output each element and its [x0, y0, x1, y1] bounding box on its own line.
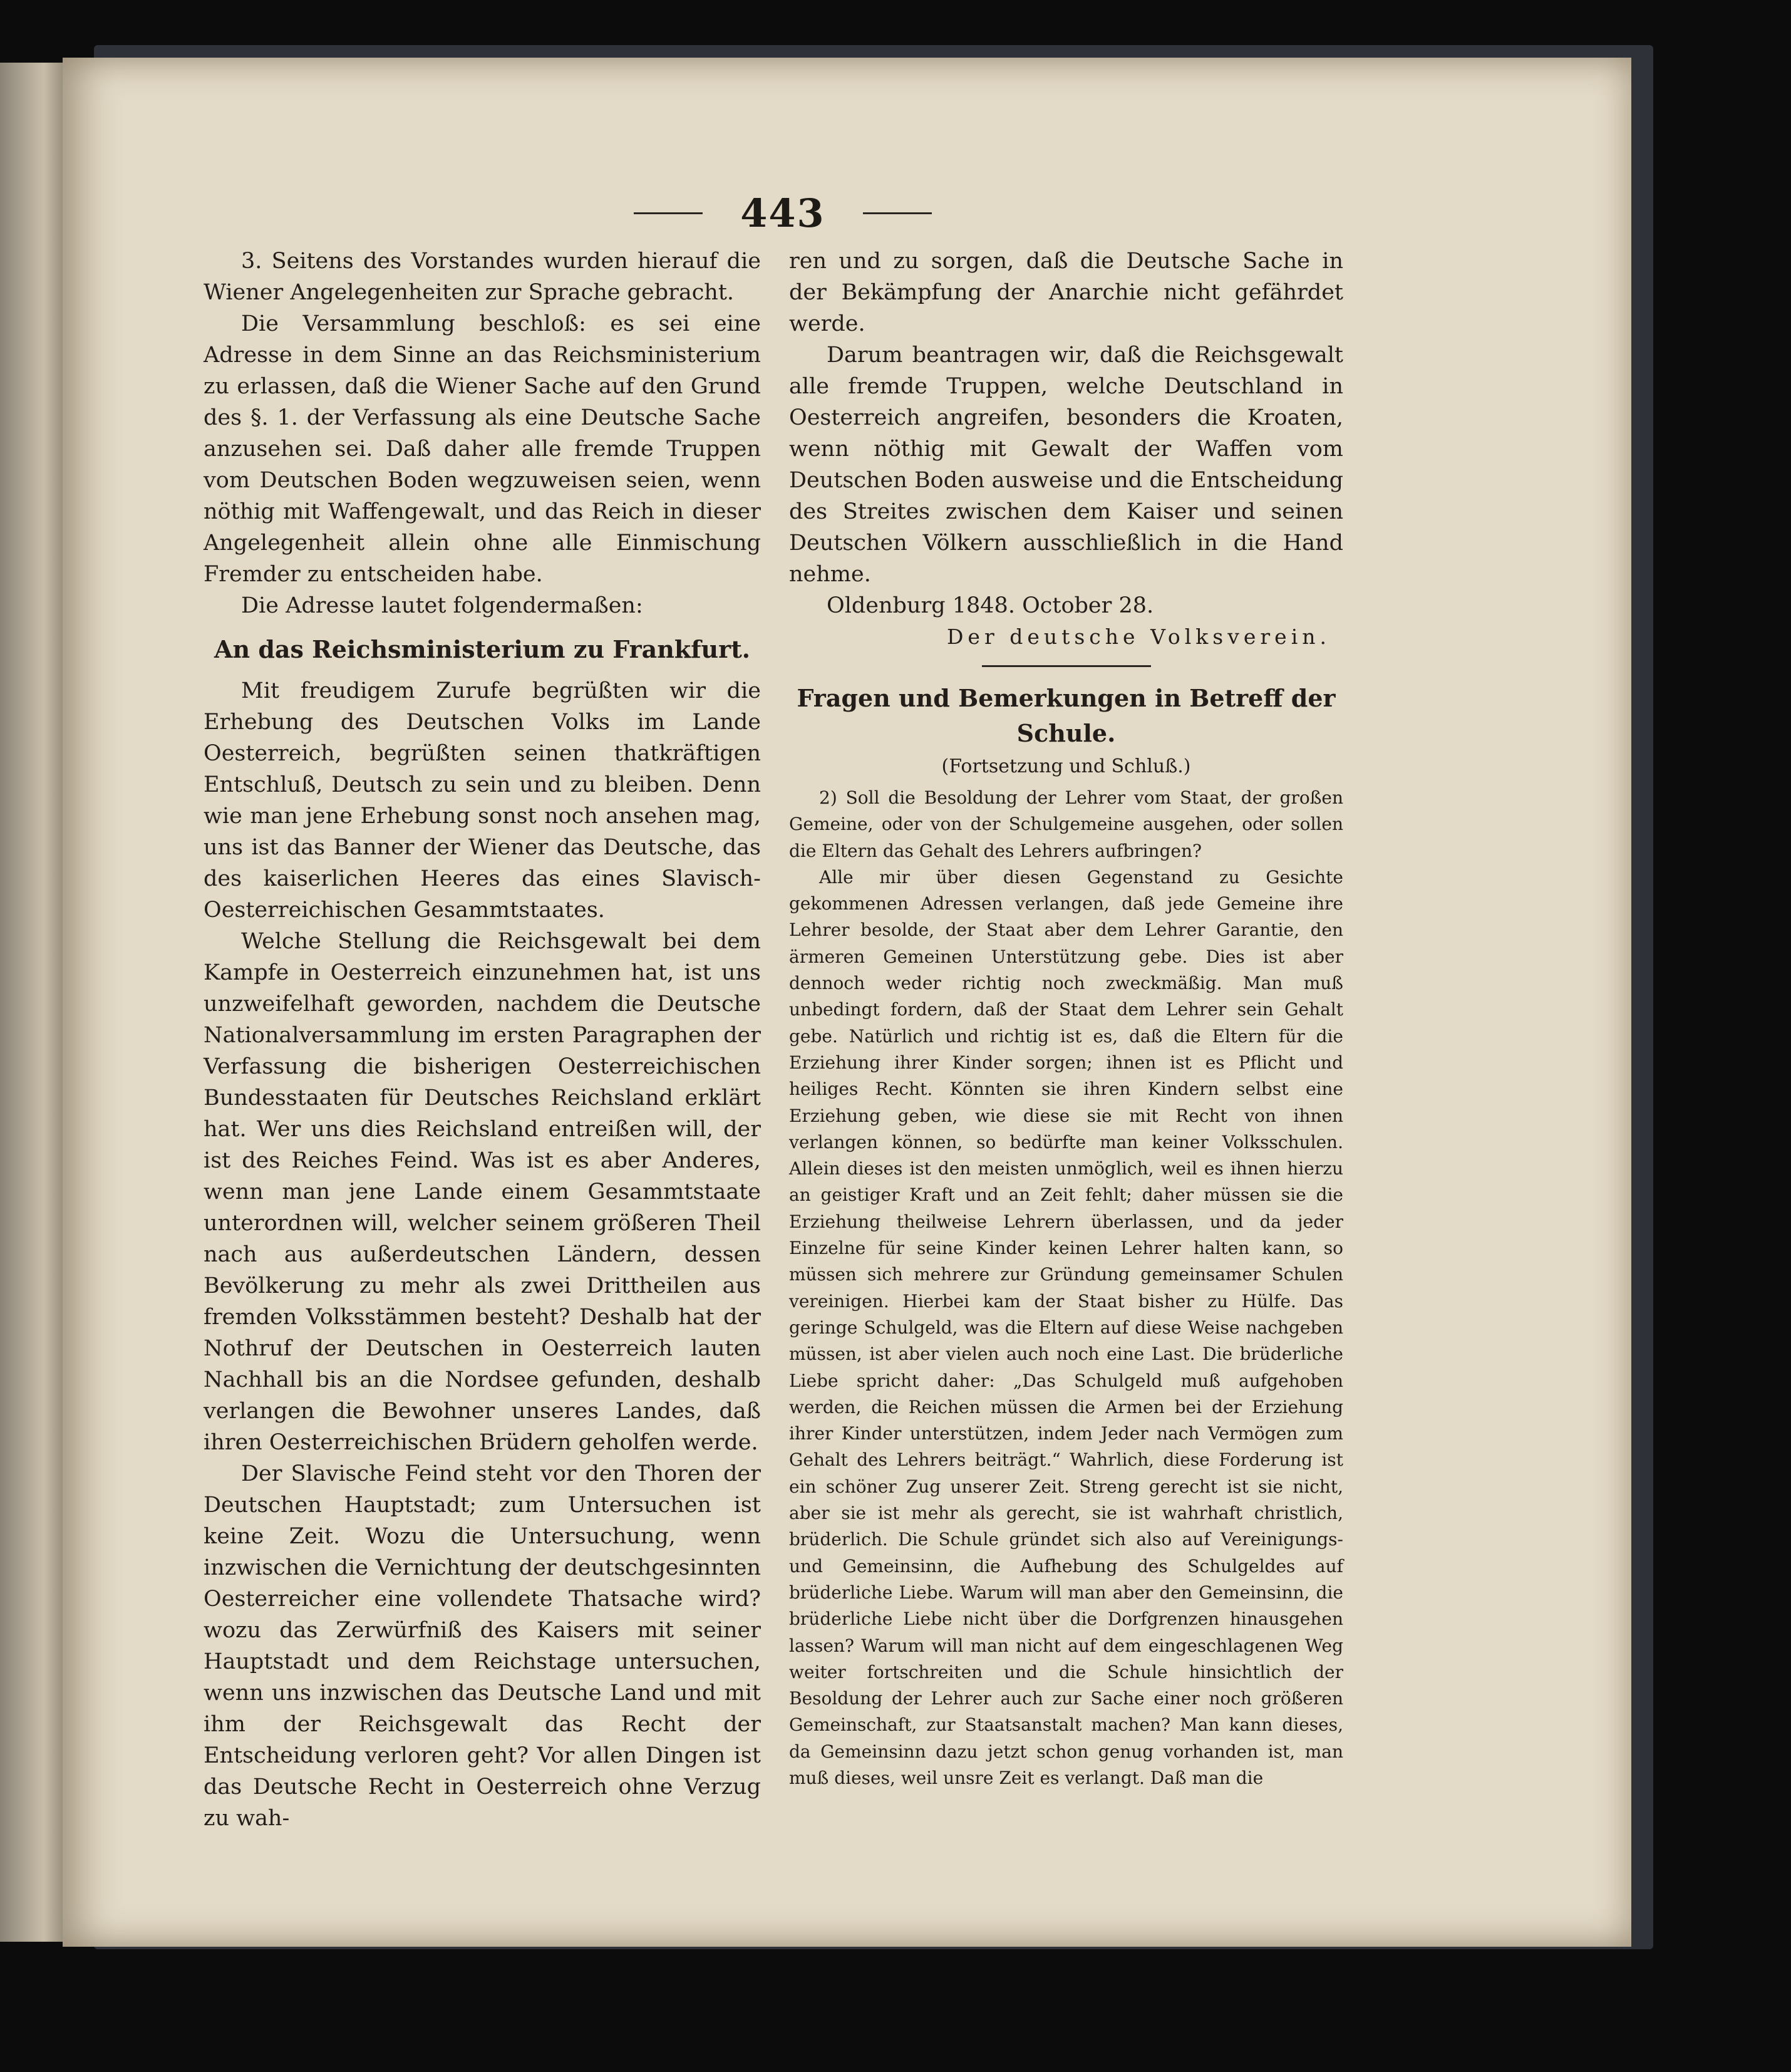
paragraph: Alle mir über diesen Gegenstand zu Gesichte gekommenen Adressen verlangen, daß jede Gemeine ihre Lehrer besolde, der Staat aber dem Lehrer Garantie, den ärmeren Gemeinen Unterstützung gebe. Dies ist aber dennoch weder richtig noch zweckmäßig. Man muß unbedingt fordern, daß der Staat dem Lehrer sein Gehalt gebe. Natürlich und richtig ist es, daß die Eltern für die Erziehung ihrer Kinder sorgen; ihnen ist es Pflicht und heiliges Recht. Könnten sie ihren Kindern selbst eine Erziehung geben, wie diese sie mit Recht von ihnen verlangen können, so bedürfte man keiner Volksschulen. Allein dieses ist den meisten unmöglich, weil es ihnen hierzu an geistiger Kraft und an Zeit fehlt; daher müssen sie die Erziehung theilweise Lehrern überlassen, und da jeder Einzelne für seine Kinder keinen Lehrer halten kann, so müssen sich mehrere zur Gründung gemeinsamer Schulen vereinigen. Hierbei kam der Staat bisher zu Hülfe. Das geringe Schulgeld, was die Eltern auf diese Weise nachgeben müssen, ist aber vielen auch noch eine Last. Die brüderliche Liebe spricht daher: „Das Schulgeld muß aufgehoben werden, die Reichen müssen die Armen bei der Erziehung ihrer Kinder unterstützen, indem Jeder nach Vermögen zum Gehalt des Lehrers beiträgt.“ Wahrlich, diese Forderung ist ein schöner Zug unserer Zeit. Streng gerecht ist sie nicht, aber sie ist mehr als gerecht, sie ist wahrhaft christlich, brüderlich. Die Schule gründet sich also auf Vereinigungs- und Gemeinsinn, die Aufhebung des Schulgeldes auf brüderliche Liebe. Warum will man aber den Gemeinsinn, die brüderliche Liebe nicht über die Dorfgrenzen hinausgehen lassen? Warum will man nicht auf dem eingeschlagenen Weg weiter fortschreiten und die Schule hinsichtlich der Besoldung der Lehrer auch zur Sache einer noch größeren Gemeinschaft, zur Staatsanstalt machen? Man kann dieses, da Gemeinsinn dazu jetzt schon genug vorhanden ist, man muß dieses, weil unsre Zeit es verlangt. Daß man die	[789, 866, 1343, 1788]
signature: Der deutsche Volksverein.	[946, 624, 1331, 649]
paragraph: Welche Stellung die Reichsgewalt bei dem Kampfe in Oesterreich einzunehmen hat, ist uns unzweifelhaft geworden, nachdem die Deutsche Nationalversammlung im ersten Paragraphen der Verfassung die bisherigen Oesterreichischen Bundesstaaten für Deutsches Reichsland erklärt hat. Wer uns dies Reichsland entreißen will, der ist des Reiches Feind. Was ist es aber Anderes, wenn man jene Lande einem Gesammtstaate unterordnen will, welcher seinem größeren Theil nach aus außerdeutschen Ländern, dessen Bevölkerung zu mehr als zwei Drittheilen aus fremden Volksstämmen besteht? Deshalb hat der Nothruf der Deutschen in Oesterreich lauten Nachhall bis an die Nordsee gefunden, deshalb verlangen die Bewohner unseres Landes, daß ihren Oesterreichischen Brüdern geholfen werde.	[204, 929, 761, 1455]
continuation-note: (Fortsetzung und Schluß.)	[941, 755, 1191, 777]
section-heading: An das Reichsministerium zu Frankfurt.	[214, 635, 750, 663]
previous-page-edge	[0, 63, 63, 1942]
paragraph: Die Versammlung beschloß: es sei eine Adresse in dem Sinne an das Reichsministerium zu erlassen, daß die Wiener Sache auf den Grund des §. 1. der Verfassung als eine Deutsche Sache anzusehen sei. Daß daher alle fremde Truppen vom Deutschen Boden wegzuweisen seien, wenn nöthig mit Waffengewalt, und das Reich in dieser Angelegenheit allein ohne alle Einmischung Fremder zu entscheiden habe.	[204, 311, 761, 587]
paragraph: Der Slavische Feind steht vor den Thoren der Deutschen Hauptstadt; zum Untersuchen ist keine Zeit. Wozu die Untersuchung, wenn inzwischen die Vernichtung der deutschgesinnten Oesterreicher eine vollendete Thatsache wird? wozu das Zerwürfniß des Kaisers mit seiner Hauptstadt und dem Reichstage untersuchen, wenn uns inzwischen das Deutsche Land und mit ihm der Reichsgewalt das Recht der Entscheidung verloren geht? Vor allen Dingen ist das Deutsche Recht in Oesterreich ohne Verzug zu wah-	[204, 1461, 761, 1831]
paragraph: Darum beantragen wir, daß die Reichsgewalt alle fremde Truppen, welche Deutschland in Oesterreich angreifen, besonders die Kroaten, wenn nöthig mit Gewalt der Waffen vom Deutschen Boden ausweise und die Entscheidung des Streites zwischen dem Kaiser und seinen Deutschen Völkern ausschließlich in die Hand nehme.	[789, 343, 1343, 587]
article-heading: Fragen und Bemerkungen in Betreff der Schule.	[797, 684, 1336, 747]
paragraph: 3. Seitens des Vorstandes wurden hierauf die Wiener Angelegenheiten zur Sprache gebracht.	[204, 249, 761, 305]
left-column	[204, 246, 761, 1834]
page-header	[620, 188, 946, 238]
page-number: 443	[740, 190, 825, 236]
header-rule-left	[634, 212, 703, 214]
right-column	[789, 246, 1343, 1791]
header-rule-right	[863, 212, 932, 214]
paragraph: 2) Soll die Besoldung der Lehrer vom Staat, der großen Gemeine, oder von der Schulgemeine ausgehen, oder sollen die Eltern das Gehalt des Lehrers aufbringen?	[789, 787, 1343, 861]
section-divider	[982, 665, 1151, 667]
paragraph: Mit freudigem Zurufe begrüßten wir die Erhebung des Deutschen Volks im Lande Oesterreich, begrüßten seinen thatkräftigen Entschluß, Deutsch zu sein und zu bleiben. Denn wie man jene Erhebung sonst noch ansehen mag, uns ist das Banner der Wiener das Deutsche, das des kaiserlichen Heeres das eines Slavisch-Oesterreichischen Gesammtstaates.	[204, 678, 761, 923]
dateline: Oldenburg 1848. October 28.	[827, 593, 1154, 618]
paragraph: Die Adresse lautet folgendermaßen:	[241, 593, 643, 618]
paragraph: ren und zu sorgen, daß die Deutsche Sache in der Bekämpfung der Anarchie nicht gefährdet werde.	[789, 249, 1343, 336]
